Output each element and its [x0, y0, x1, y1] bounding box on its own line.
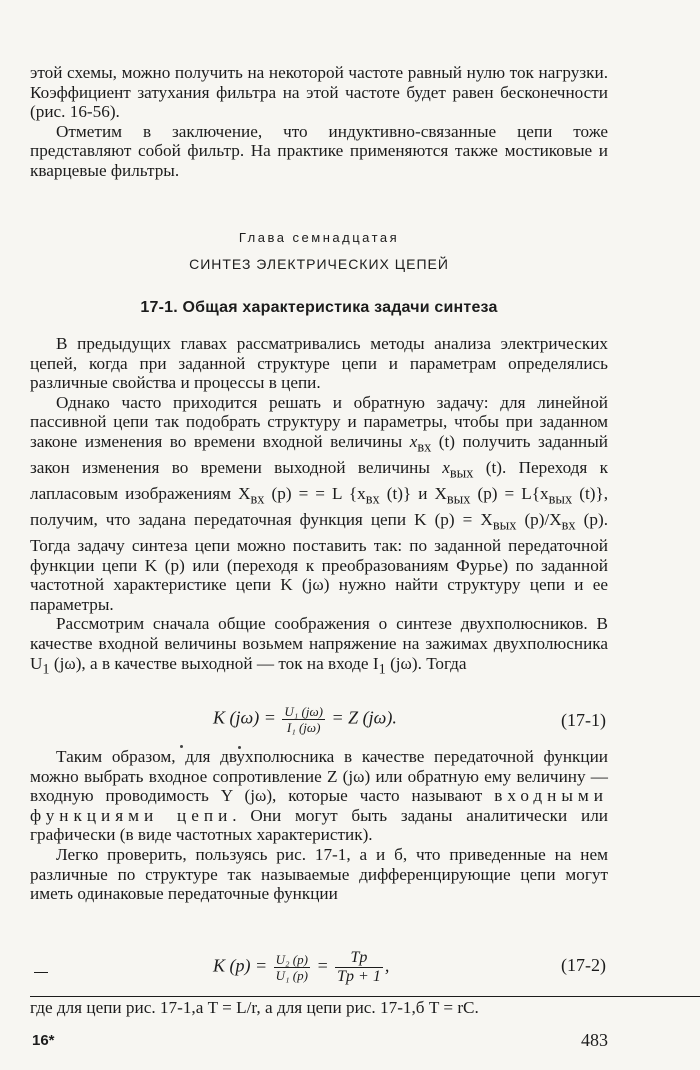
- math-var: x: [442, 458, 450, 477]
- formula-expression: [213, 949, 389, 986]
- text-run: (t)} и X: [379, 484, 447, 504]
- fraction: [274, 952, 310, 983]
- fraction-denominator: Tp + 1: [337, 968, 381, 985]
- paragraph: В предыдущих главах рассматривались методы анализа электрических цепей, когда при заданной структуре цепи и параметрам определялись различные свойства и процессы в цепи.: [30, 334, 608, 393]
- chapter-label: Глава семнадцатая: [238, 230, 400, 245]
- formula-equals: =: [316, 955, 329, 976]
- math-sub: вых: [449, 465, 474, 482]
- text-run: (t). Переходя к лапласовым изображениям X: [30, 458, 608, 504]
- text-run: (p) = = L {x: [264, 484, 366, 504]
- spaced-term: входными функциями цепи: [30, 786, 608, 825]
- equation-number: (17-1): [561, 710, 606, 730]
- text-run: Таким образом, для двухполюсника в качестве передаточной функции можно выбрать входное сопротивление Z (jω) или обратную ему величину — входную проводимость Y (jω), которые часто называют: [30, 747, 608, 806]
- text-block-bottom: [30, 747, 608, 904]
- paragraph: [30, 393, 608, 615]
- math-sub: вых: [548, 491, 573, 508]
- text-run: (jω), а в качестве выходной — ток на входе I: [49, 653, 379, 673]
- formula-17-2: [30, 945, 608, 985]
- footnote-line: где для цепи рис. 17-1,а T = L/r, а для цепи рис. 17-1,б T = rC.: [30, 998, 479, 1017]
- math-sub: вх: [365, 491, 380, 508]
- section-title: 17-1. Общая характеристика задачи синтеза: [140, 299, 498, 316]
- paragraph: Легко проверить, пользуясь рис. 17-1, а и б, что приведенные на нем различные по структуре так называемые дифференцирующие цепи могут иметь одинаковые передаточные функции: [30, 844, 608, 904]
- fraction-numerator: U₂ (p): [275, 952, 308, 967]
- text-run: (t) получить заданный закон изменения во времени выходной величины: [30, 431, 608, 477]
- paragraph: этой схемы, можно получить на некоторой частоте равный нулю ток нагрузки. Коэффициент затухания фильтра на этой частоте будет равен бесконечности (рис. 16-56).: [30, 63, 608, 122]
- formula-lhs: K (jω) =: [213, 707, 276, 728]
- fraction: [335, 949, 383, 986]
- paragraph: Отметим в заключение, что индуктивно-связанные цепи тоже представляют собой фильтр. На практике применяются также мостиковые и кварцевые фильтры.: [30, 121, 608, 180]
- math-var: x: [409, 431, 418, 451]
- math-sub: 1: [42, 661, 50, 678]
- text-run: (jω). Тогда: [385, 653, 467, 673]
- text-run: (p). Тогда задачу синтеза цепи можно поставить так: по заданной передаточной функции цепи K (p) или (переходя к преобразованиям Фурье) по заданной частотной характеристике цепи K (jω) нужно найти структуру цепи и ее параметры.: [30, 510, 608, 614]
- fraction-numerator: U₁ (jω): [284, 704, 323, 719]
- math-sub: вх: [417, 439, 432, 456]
- fraction-denominator: U₁ (p): [275, 968, 308, 983]
- text-run: (p) = L{x: [470, 484, 549, 504]
- text-run: Рассмотрим сначала общие соображения о синтезе двухполюсников. В качестве входной величины возьмем напряжение на зажимах двухполюсника U: [30, 614, 608, 673]
- math-sub: вых: [446, 491, 471, 508]
- fraction: [282, 704, 325, 735]
- formula-rhs: = Z (jω).: [331, 707, 397, 728]
- text-block-middle: [30, 334, 608, 680]
- paragraph: [30, 747, 608, 845]
- chapter-title: СИНТЕЗ ЭЛЕКТРИЧЕСКИХ ЦЕПЕЙ: [189, 256, 449, 272]
- formula-17-1: [30, 700, 608, 740]
- text-run: . Они могут быть заданы аналитически или графически (в виде частотных характеристик).: [30, 805, 608, 845]
- separator-line: [30, 996, 700, 997]
- page-number: 483: [581, 1030, 608, 1050]
- equation-number: (17-2): [561, 955, 606, 975]
- math-sub: вых: [492, 517, 517, 534]
- footnote-rule: [34, 972, 48, 973]
- text-block-top: [30, 63, 608, 181]
- fraction-denominator: I₁ (jω): [286, 720, 321, 735]
- formula-tail: ,: [384, 955, 390, 976]
- math-sub: вх: [250, 491, 265, 508]
- formula-expression: [213, 704, 397, 735]
- printer-signature: 16*: [32, 1032, 55, 1049]
- text-run: (p)/X: [516, 510, 562, 530]
- formula-lhs: K (p) =: [213, 955, 268, 976]
- paragraph: [30, 614, 608, 679]
- math-sub: вх: [561, 517, 576, 534]
- fraction-numerator: Tp: [335, 949, 383, 968]
- text-run: (t)}, получим, что задана передаточная функция цепи K (p) = X: [30, 484, 608, 530]
- math-sub: 1: [378, 661, 386, 678]
- text-run: Однако часто приходится решать и обратную задачу: для линейной пассивной цепи так подобрать структуру и параметры, чтобы при заданном законе изменения во времени входной величины: [30, 392, 608, 451]
